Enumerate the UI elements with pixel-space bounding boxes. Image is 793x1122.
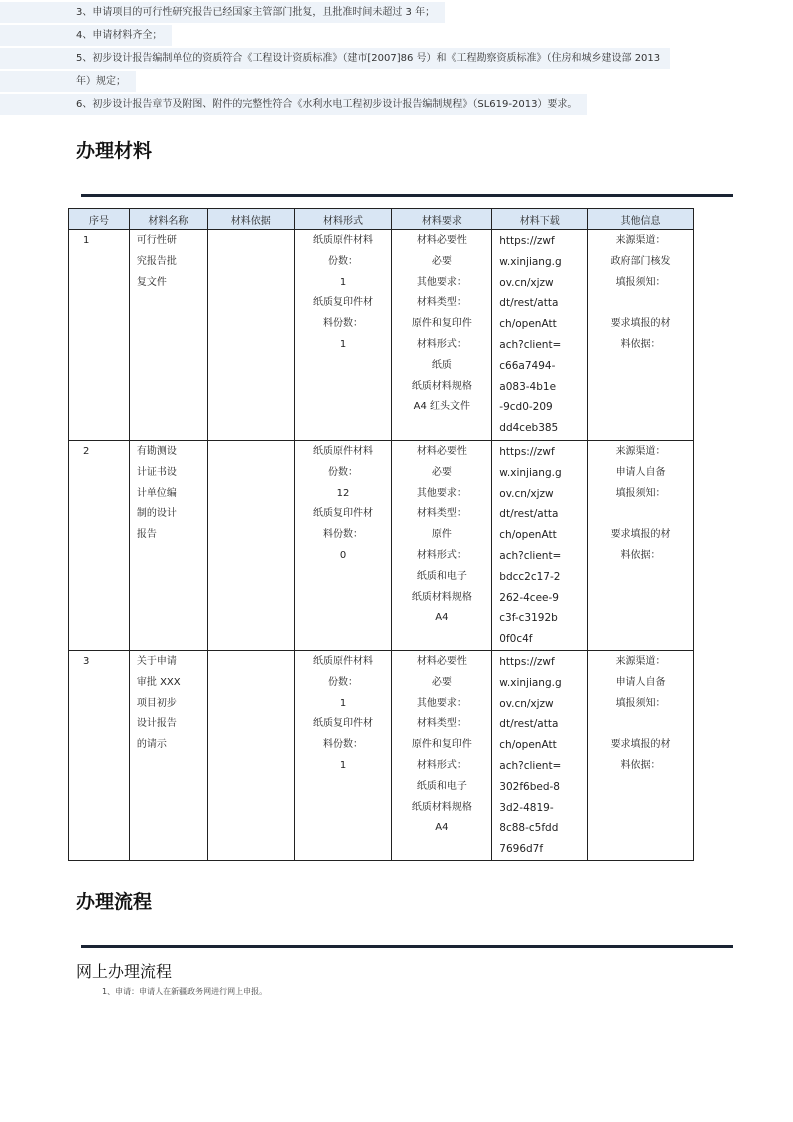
cell-line: 1 <box>339 338 347 350</box>
cell-line: 7696d7f <box>499 843 544 856</box>
cell-line: 纸质复印件材 <box>313 297 374 309</box>
cell-line: 材料必要性 <box>416 655 467 667</box>
cell-line: 材料形式： <box>416 549 467 561</box>
cell-line: 262-4cee-9 <box>499 591 559 604</box>
cell-line: 材料类型： <box>416 508 467 520</box>
cell-line: 料依据： <box>620 338 661 350</box>
cell-line: 材料形式： <box>416 338 467 350</box>
table-header-row <box>69 209 694 230</box>
table-row <box>69 650 694 860</box>
cell-line: 材料类型： <box>416 297 467 309</box>
cell-line: 可行性研 <box>136 235 177 246</box>
cell-material-download[interactable] <box>492 230 588 441</box>
cell-material-name <box>129 650 207 860</box>
cell-line: 纸质和电子 <box>416 570 467 582</box>
condition-item: 5、初步设计报告编制单位的资质符合《工程设计资质标准》（建市[2007]86 号）和《工程勘察资质标准》（住房和城乡建设部 2013 <box>0 48 670 69</box>
cell-line: 审批 XXX <box>136 676 181 688</box>
cell-line: 政府部门核发 <box>610 255 671 267</box>
cell-material-requirement <box>392 230 492 441</box>
cell-line: 原件和复印件 <box>411 318 472 330</box>
cell-line: 3 <box>83 655 90 667</box>
cell-line: 302f6bed-8 <box>499 780 560 793</box>
cell-line: 要求填报的材 <box>610 318 671 330</box>
cell-line: 份数： <box>328 466 359 478</box>
cell-line: ach?client= <box>499 338 562 351</box>
cell-line: 料依据： <box>620 759 661 771</box>
condition-item: 4、申请材料齐全； <box>0 25 172 46</box>
column-header: 材料依据 <box>207 209 294 230</box>
cell-line: ov.cn/xjzw <box>499 276 554 289</box>
cell-line: 3d2-4819- <box>499 801 554 814</box>
cell-line: 来源渠道： <box>615 235 666 246</box>
cell-line: https://zwf <box>499 446 555 458</box>
cell-line: 材料必要性 <box>416 235 467 246</box>
cell-line: A4 <box>435 612 449 624</box>
cell-line <box>588 504 693 525</box>
materials-heading: 办理材料 <box>76 140 153 162</box>
cell-material-download[interactable] <box>492 650 588 860</box>
cell-seq <box>69 230 130 441</box>
cell-line: 要求填报的材 <box>610 739 671 751</box>
cell-line: 其他要求： <box>416 487 467 499</box>
cell-line: 原件 <box>431 529 452 541</box>
conditions-list <box>0 0 690 115</box>
cell-line: 项目初步 <box>136 697 177 709</box>
cell-line: 纸质原件材料 <box>313 446 374 457</box>
cell-line: 份数： <box>328 676 359 688</box>
cell-line: A4 红头文件 <box>413 401 471 413</box>
cell-line: 纸质 <box>431 359 452 371</box>
cell-line: 必要 <box>431 466 452 478</box>
cell-line: 1 <box>339 697 347 709</box>
cell-line: ach?client= <box>499 549 562 562</box>
cell-line: 计单位编 <box>136 487 177 499</box>
cell-line: 2 <box>83 446 90 457</box>
cell-line: 要求填报的材 <box>610 529 671 541</box>
cell-line: w.xinjiang.g <box>499 255 562 268</box>
cell-line: c66a7494- <box>499 359 556 372</box>
cell-seq <box>69 650 130 860</box>
column-header: 序号 <box>69 209 130 230</box>
cell-line: 复文件 <box>136 276 167 288</box>
cell-line: 必要 <box>431 255 452 267</box>
condition-item: 3、申请项目的可行性研究报告已经国家主管部门批复，且批准时间未超过 3 年； <box>0 2 445 23</box>
cell-material-basis <box>207 230 294 441</box>
cell-line: 其他要求： <box>416 697 467 709</box>
section-divider <box>81 945 733 948</box>
cell-material-form <box>294 230 392 441</box>
cell-line: 纸质原件材料 <box>313 655 374 667</box>
cell-line: 填报须知： <box>615 487 666 499</box>
cell-line: ov.cn/xjzw <box>499 697 554 710</box>
cell-line: 1 <box>83 235 90 246</box>
cell-line: 料份数： <box>323 529 364 541</box>
cell-material-name <box>129 230 207 441</box>
cell-line: ach?client= <box>499 759 562 772</box>
cell-line: 材料必要性 <box>416 446 467 457</box>
process-heading: 办理流程 <box>76 891 153 913</box>
cell-other-info <box>588 650 694 860</box>
table-row <box>69 230 694 441</box>
cell-line: 纸质原件材料 <box>313 235 374 246</box>
cell-line: 必要 <box>431 676 452 688</box>
cell-material-requirement <box>392 441 492 651</box>
cell-line: 纸质材料规格 <box>411 380 472 392</box>
cell-line: ov.cn/xjzw <box>499 487 554 500</box>
cell-line: A4 <box>435 822 449 834</box>
cell-line: 纸质复印件材 <box>313 718 374 730</box>
cell-line: a083-4b1e <box>499 380 557 393</box>
cell-line: -9cd0-209 <box>499 401 553 414</box>
cell-line: https://zwf <box>499 655 555 668</box>
cell-line: dt/rest/atta <box>499 508 559 521</box>
cell-line: 设计报告 <box>136 718 177 730</box>
cell-line <box>588 714 693 735</box>
cell-line: c3f-c3192b <box>499 612 558 625</box>
cell-line: 料依据： <box>620 549 661 561</box>
cell-line: 原件和复印件 <box>411 739 472 751</box>
cell-line: 填报须知： <box>615 697 666 709</box>
cell-line: ch/openAtt <box>499 529 557 542</box>
cell-line: bdcc2c17-2 <box>499 570 561 583</box>
cell-material-basis <box>207 441 294 651</box>
cell-material-download[interactable] <box>492 441 588 651</box>
cell-line: dd4ceb385 <box>499 422 559 435</box>
cell-line: 0f0c4f <box>499 633 533 646</box>
cell-line: 纸质材料规格 <box>411 591 472 603</box>
cell-line: ch/openAtt <box>499 318 557 331</box>
column-header: 其他信息 <box>588 209 694 230</box>
cell-line: https://zwf <box>499 235 555 247</box>
cell-line: dt/rest/atta <box>499 718 559 731</box>
cell-line: 来源渠道： <box>615 655 666 667</box>
cell-material-name <box>129 441 207 651</box>
process-step: 1、申请：申请人在新疆政务网进行网上申报。 <box>102 987 268 996</box>
cell-line: 纸质和电子 <box>416 780 467 792</box>
cell-line: 制的设计 <box>136 508 177 520</box>
cell-line: 材料类型： <box>416 718 467 730</box>
cell-line: 料份数： <box>323 318 364 330</box>
cell-line: 纸质材料规格 <box>411 801 472 813</box>
cell-line: 12 <box>336 487 350 499</box>
cell-material-form <box>294 441 392 651</box>
cell-line: 1 <box>339 276 347 288</box>
section-divider <box>81 194 733 197</box>
cell-line: 计证书设 <box>136 466 177 478</box>
cell-line: 究报告批 <box>136 255 177 267</box>
cell-line: 填报须知： <box>615 276 666 288</box>
cell-material-basis <box>207 650 294 860</box>
column-header: 材料下载 <box>492 209 588 230</box>
cell-line: ch/openAtt <box>499 739 557 752</box>
cell-line: w.xinjiang.g <box>499 466 562 479</box>
column-header: 材料形式 <box>294 209 392 230</box>
cell-line: 申请人自备 <box>615 676 666 688</box>
cell-material-requirement <box>392 650 492 860</box>
cell-line <box>588 293 693 314</box>
cell-line: 报告 <box>136 529 157 541</box>
cell-line: 材料形式： <box>416 759 467 771</box>
cell-material-form <box>294 650 392 860</box>
materials-table <box>68 208 694 861</box>
cell-line: 的请示 <box>136 739 167 751</box>
cell-line: w.xinjiang.g <box>499 676 562 689</box>
table-row <box>69 441 694 651</box>
column-header: 材料名称 <box>129 209 207 230</box>
condition-item: 年）规定； <box>0 71 136 92</box>
cell-line: 申请人自备 <box>615 466 666 478</box>
online-process-heading: 网上办理流程 <box>76 962 173 981</box>
cell-line: 有勘测设 <box>136 446 177 457</box>
cell-line: 来源渠道： <box>615 446 666 457</box>
cell-line: dt/rest/atta <box>499 297 559 310</box>
cell-other-info <box>588 441 694 651</box>
cell-line: 料份数： <box>323 739 364 751</box>
cell-line: 关于申请 <box>136 655 177 667</box>
cell-line: 0 <box>339 549 347 561</box>
cell-line: 纸质复印件材 <box>313 508 374 520</box>
cell-seq <box>69 441 130 651</box>
cell-line: 8c88-c5fdd <box>499 822 559 835</box>
cell-line: 其他要求： <box>416 276 467 288</box>
cell-other-info <box>588 230 694 441</box>
column-header: 材料要求 <box>392 209 492 230</box>
cell-line: 份数： <box>328 255 359 267</box>
condition-item: 6、初步设计报告章节及附图、附件的完整性符合《水利水电工程初步设计报告编制规程》（SL619-2013）要求。 <box>0 94 587 115</box>
cell-line: 1 <box>339 759 347 771</box>
